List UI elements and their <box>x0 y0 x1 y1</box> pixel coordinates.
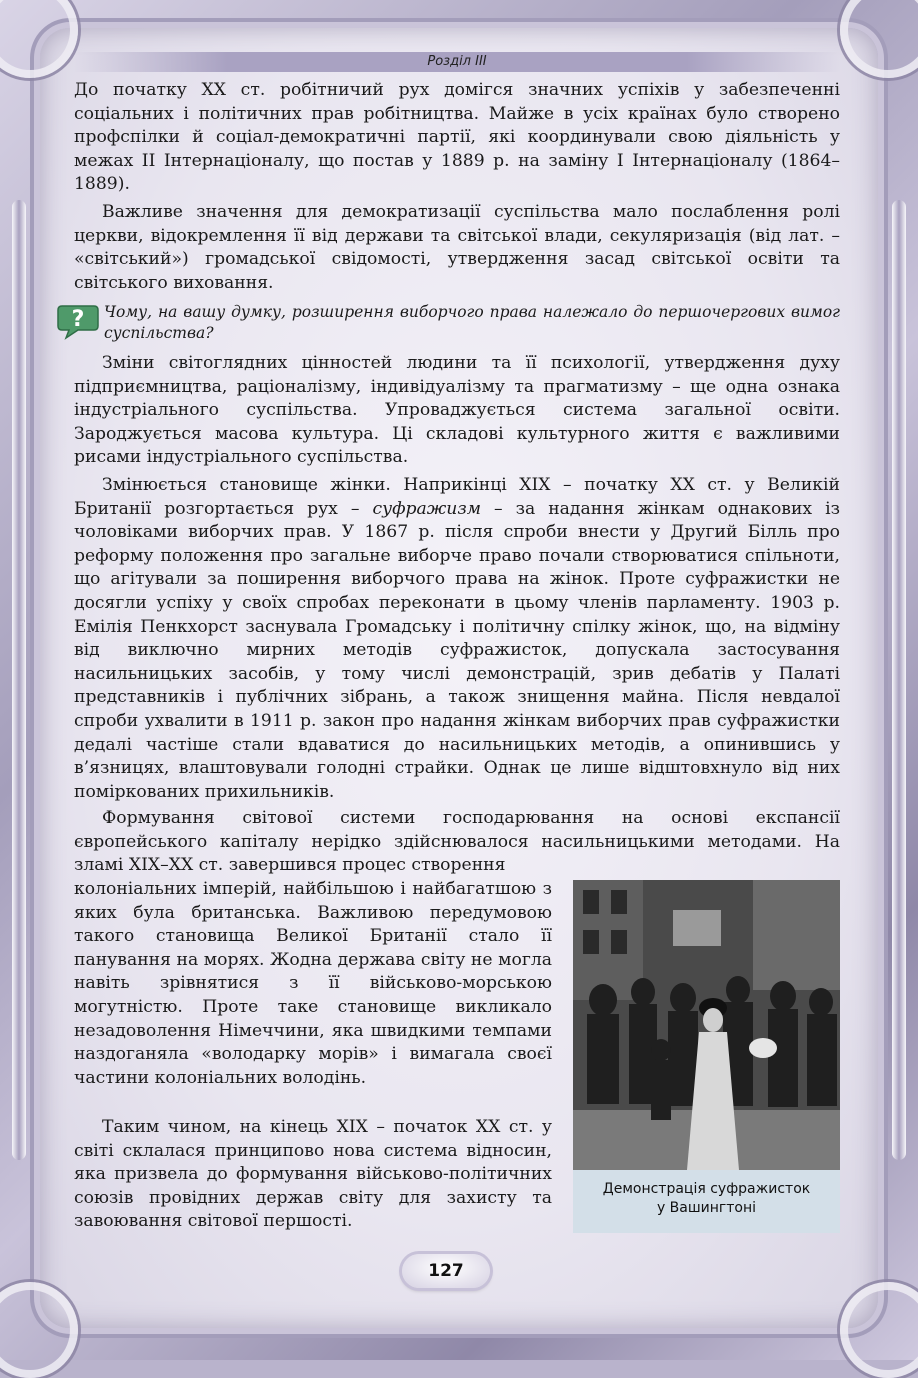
paragraph-5-narrow: колоніальних імперій, найбільшою і найбагатшою з яких була британська. Важливою передумовою такого становища Великої Британії стало її панування на морях. Жодна держава світу не могла навіть зрівнятися з її військово-морською могутністю. Проте таке становище викликало незадоволення Німеччини, яка швидкими темпами наздоганяла «володарку морів» і вимагала своєї частини колоніальних володінь. <box>74 879 552 1088</box>
paragraph-4-end: – за надання жінкам однакових із чоловіками виборчих прав. У 1867 р. після спроби внести у Другий Білль про реформу положення про загальне виборче право почали створюватися спільноти, що агітували за поширення виборчого права на жінок. Проте суфражистки не досягли успіху у своїх спробах переконати в цьому членів парламенту. 1903 р. Емілія Пенкхорст заснувала Громадську і політичну спілку жінок, що, на відміну від виключно мирних методів суфражисток, допускала застосування насильницьких засобів, у тому числі демонстрацій, зрив дебатів у Палаті представників і публічних зібрань, а також знищення майна. Після невдалої спроби ухвалити в 1911 р. закон про надання жінкам виборчих прав суфражистки дедалі частіше стали вдаватися до насильницьких методів, а опинившись у в’язницях, влаштовували голодні страйки. Однак це лише відштовхнуло від них поміркованих прихильників. <box>74 498 840 802</box>
paragraph-4-start: Змінюється становище жінки. Наприкінці XIX – початку XX ст. у Великій Британії розгортається рух – <box>74 475 840 519</box>
paragraph-2: Важливе значення для демократизації суспільства мало послаблення ролі церкви, відокремлення її від держави та світської влади, секуляризація (від лат. – «світський») громадської свідомості, утвердження засад світської освіти та світського виховання. <box>74 202 840 293</box>
question-text: Чому, на вашу думку, розширення виборчого права належало до першочергових вимог суспільства? <box>104 303 840 342</box>
question-mark-icon <box>56 300 100 340</box>
figure <box>573 880 840 1233</box>
caption-line-1: Демонстрація суфражисток <box>602 1181 811 1197</box>
side-ornament-right <box>892 200 906 1160</box>
page-number: 127 <box>402 1254 490 1288</box>
side-ornament-left <box>12 200 26 1160</box>
paragraph-6: Таким чином, на кінець XIX – початок XX ст. у світі склалася принципово нова система відносин, яка призвела до формування військово-політичних союзів провідних держав світу для захисту та завоювання світової першості. <box>74 1117 552 1232</box>
paragraph-4 <box>74 474 840 804</box>
figure-caption <box>573 1180 840 1218</box>
paragraph-5-full-width: Формування світової системи господарювання на основі експансії європейського капіталу нерідко здійснювалося насильницькими методами. На зламі XIX–XX ст. завершився процес створення <box>74 808 840 876</box>
caption-line-2: у Вашингтоні <box>656 1200 757 1216</box>
svg-text:?: ? <box>71 307 85 332</box>
section-header: Розділ III <box>74 52 840 72</box>
term-suffragism: суфражизм <box>372 498 481 519</box>
suffragette-demonstration-photo <box>573 880 840 1170</box>
paragraph-3: Зміни світоглядних цінностей людини та її психології, утвердження духу підприємництва, раціоналізму, індивідуалізму та прагматизму – ще одна ознака індустріального суспільства. Упроваджується система загальної освіти. Зароджується масова культура. Ці складові культурного життя є важливими рисами індустріального суспільства. <box>74 353 840 468</box>
paragraph-1: До початку XX ст. робітничий рух домігся значних успіхів у забезпеченні соціальних і політичних прав робітництва. Майже в усіх країнах було створено профспілки й соціал-демократичні партії, які координували свою діяльність у межах II Інтернаціоналу, що постав у 1889 р. на заміну I Інтернаціоналу (1864–1889). <box>74 80 840 195</box>
